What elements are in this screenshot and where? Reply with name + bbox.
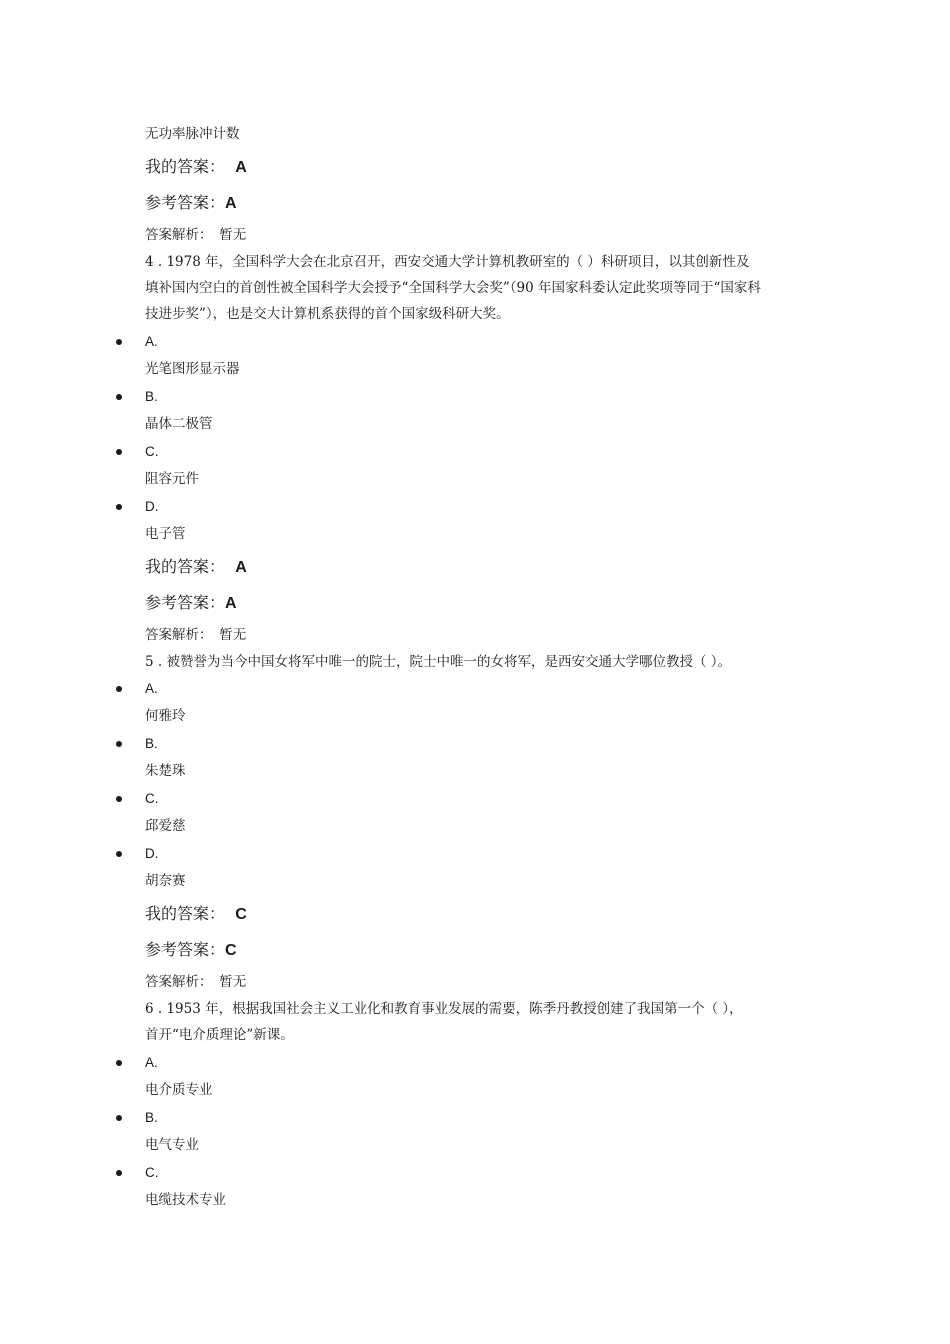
- q6-stem-line-2: 首开“电介质理论”新课。: [145, 1027, 294, 1043]
- q6-option-a-letter: A.: [145, 1055, 158, 1070]
- bullet-icon: [116, 504, 122, 510]
- my-answer-value: C: [235, 906, 247, 923]
- my-answer-label: 我的答案：: [145, 557, 226, 576]
- q3-analysis: 答案解析： 暂无: [145, 227, 247, 243]
- ref-answer-value: C: [225, 942, 237, 959]
- bullet-icon: [116, 796, 122, 802]
- q5-option-c-text: 邱爱慈: [145, 818, 186, 834]
- ref-answer-value: A: [225, 595, 237, 612]
- my-answer-value: A: [235, 559, 247, 576]
- bullet-icon: [116, 851, 122, 857]
- q4-option-a-text: 光笔图形显示器: [145, 361, 240, 377]
- q6-option-c-text: 电缆技术专业: [145, 1192, 226, 1208]
- q4-stem-line-3: 技进步奖”），也是交大计算机系获得的首个国家级科研大奖。: [145, 306, 510, 322]
- q4-analysis: 答案解析： 暂无: [145, 627, 247, 643]
- q5-option-a-text: 何雅玲: [145, 708, 186, 724]
- q5-option-a-letter: A.: [145, 681, 158, 696]
- q5-option-d-text: 胡奈赛: [145, 873, 186, 889]
- bullet-icon: [116, 1170, 122, 1176]
- q5-ref-answer: [145, 939, 237, 962]
- ref-answer-value: A: [225, 195, 237, 212]
- q5-my-answer: [145, 903, 247, 926]
- bullet-icon: [116, 394, 122, 400]
- q4-option-a-letter: A.: [145, 334, 158, 349]
- bullet-icon: [116, 339, 122, 345]
- q3-ref-answer: [145, 192, 237, 215]
- q5-analysis: 答案解析： 暂无: [145, 974, 247, 990]
- q4-option-b-text: 晶体二极管: [145, 416, 213, 432]
- my-answer-label: 我的答案：: [145, 157, 226, 176]
- q4-option-d-letter: D.: [145, 499, 159, 514]
- q4-option-b-letter: B.: [145, 389, 158, 404]
- bullet-icon: [116, 1060, 122, 1066]
- bullet-icon: [116, 686, 122, 692]
- q3-option-d-text: 无功率脉冲计数: [145, 126, 240, 142]
- bullet-icon: [116, 741, 122, 747]
- bullet-icon: [116, 1115, 122, 1121]
- my-answer-label: 我的答案：: [145, 904, 226, 923]
- q4-ref-answer: [145, 592, 237, 615]
- q4-stem-line-2: 填补国内空白的首创性被全国科学大会授予“全国科学大会奖”（90 年国家科委认定此奖项等同于“国家科: [145, 280, 761, 296]
- q6-option-b-text: 电气专业: [145, 1137, 199, 1153]
- q5-stem-line-1: 5 . 被赞誉为当今中国女将军中唯一的院士，院士中唯一的女将军，是西安交通大学哪位教授（ ）。: [145, 654, 732, 670]
- q4-option-c-letter: C.: [145, 444, 159, 459]
- q6-option-b-letter: B.: [145, 1110, 158, 1125]
- q4-option-d-text: 电子管: [145, 526, 186, 542]
- q3-my-answer: [145, 156, 247, 179]
- q5-option-c-letter: C.: [145, 791, 159, 806]
- q5-option-d-letter: D.: [145, 846, 159, 861]
- q4-stem-line-1: 4 . 1978 年，全国科学大会在北京召开，西安交通大学计算机教研室的（ ）科研项目，以其创新性及: [145, 254, 750, 270]
- q6-stem-line-1: 6 . 1953 年，根据我国社会主义工业化和教育事业发展的需要，陈季丹教授创建了我国第一个（ ），: [145, 1001, 743, 1017]
- q4-my-answer: [145, 556, 247, 579]
- ref-answer-label: 参考答案：: [145, 193, 226, 212]
- q6-option-a-text: 电介质专业: [145, 1082, 213, 1098]
- bullet-icon: [116, 449, 122, 455]
- q4-option-c-text: 阻容元件: [145, 471, 199, 487]
- q5-option-b-text: 朱楚珠: [145, 763, 186, 779]
- ref-answer-label: 参考答案：: [145, 940, 226, 959]
- q6-option-c-letter: C.: [145, 1165, 159, 1180]
- ref-answer-label: 参考答案：: [145, 593, 226, 612]
- my-answer-value: A: [235, 159, 247, 176]
- q5-option-b-letter: B.: [145, 736, 158, 751]
